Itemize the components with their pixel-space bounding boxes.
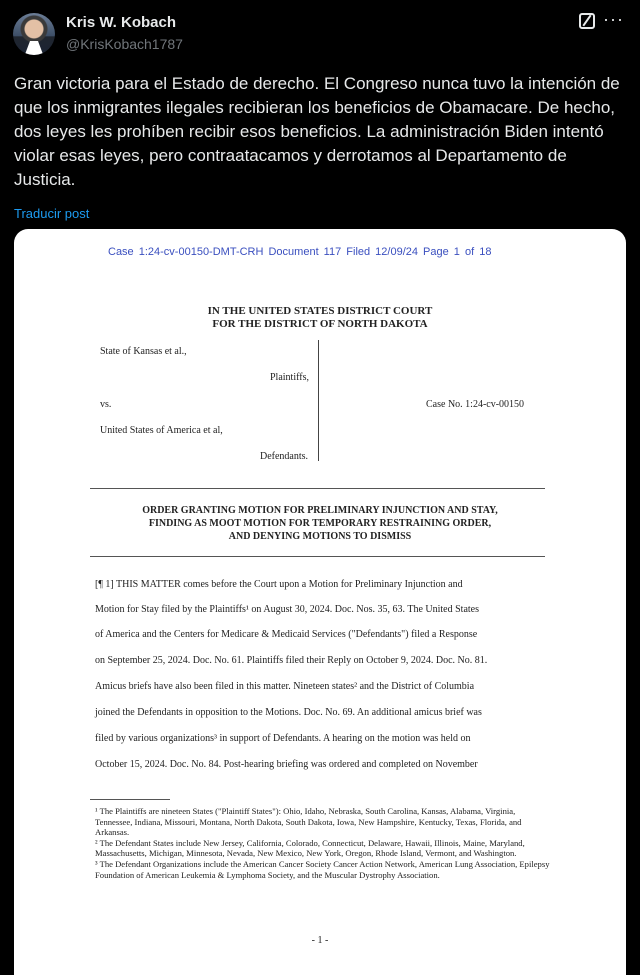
order-title-line: FINDING AS MOOT MOTION FOR TEMPORARY RESTRAINING ORDER, [148, 518, 492, 529]
footnote-3: ³ The Defendant Organizations include the American Cancer Society Cancer Action Network, American Lung Association, Epilepsy Foundation of American Leukemia & Lymphoma Society, and the Muscular Dystrophy Association. [95, 858, 550, 880]
court-name [14, 305, 626, 331]
body-line: Amicus briefs have also been filed in this matter. Nineteen states² and the District of Columbia [95, 681, 475, 692]
translate-post-link[interactable]: Traducir post [14, 206, 90, 221]
order-title-line: ORDER GRANTING MOTION FOR PRELIMINARY INJUNCTION AND STAY, [142, 505, 498, 516]
body-line: Motion for Stay filed by the Plaintiffs¹ on August 30, 2024. Doc. Nos. 35, 63. The United States [95, 604, 479, 615]
body-line: [¶ 1] THIS MATTER comes before the Court upon a Motion for Preliminary Injunction and [95, 579, 463, 590]
body-line: joined the Defendants in opposition to the Motions. Doc. No. 69. An additional amicus brief was [95, 707, 482, 718]
body-line: of America and the Centers for Medicare & Medicaid Services ("Defendants") filed a Response [95, 629, 478, 640]
grok-icon[interactable] [579, 13, 595, 29]
author-name[interactable]: Kris W. Kobach [66, 14, 177, 31]
court-line-1: IN THE UNITED STATES DISTRICT COURT [207, 305, 433, 317]
caption-plaintiff: State of Kansas et al., [100, 346, 187, 357]
footnote-1: ¹ The Plaintiffs are nineteen States ("Plaintiff States"): Ohio, Idaho, Nebraska, South Carolina, Kansas, Alabama, Virginia, Tennessee, Indiana, Missouri, Montana, North Dakota, South Dakota, Iowa, New Hampshire, Kentucky, Texas, Florida, and Arkansas. [95, 806, 522, 838]
body-line: on September 25, 2024. Doc. No. 61. Plaintiffs filed their Reply on October 9, 2024. Doc. No. 81. [95, 655, 488, 666]
caption-defendants-label: Defendants. [260, 451, 309, 462]
page-number: - 1 - [311, 935, 329, 946]
body-line: October 15, 2024. Doc. No. 84. Post-hearing briefing was ordered and completed on November [95, 759, 478, 770]
order-rule-top [90, 488, 545, 489]
avatar[interactable] [13, 13, 55, 55]
caption-vs: vs. [100, 399, 112, 410]
order-rule-bottom [90, 556, 545, 557]
court-line-2: FOR THE DISTRICT OF NORTH DAKOTA [212, 318, 428, 330]
order-title-line: AND DENYING MOTIONS TO DISMISS [228, 531, 412, 542]
document-filing-header: Case 1:24-cv-00150-DMT-CRH Document 117 Filed 12/09/24 Page 1 of 18 [108, 246, 492, 258]
caption-plaintiffs-label: Plaintiffs, [270, 372, 309, 383]
body-line: filed by various organizations³ in support of Defendants. A hearing on the motion was held on [95, 733, 471, 744]
attached-document-image[interactable] [14, 229, 626, 975]
author-handle[interactable]: @KrisKobach1787 [66, 36, 183, 52]
order-title [14, 504, 626, 543]
tweet-text: Gran victoria para el Estado de derecho. El Congreso nunca tuvo la intención de que los inmigrantes ilegales recibieran los beneficios de Obamacare. De hecho, dos leyes les prohíben recibir esos beneficios. La administración Biden intentó violar esas leyes, pero contraatacamos y derrotamos al Departamento de Justicia. [14, 74, 620, 189]
caption-defendant: United States of America et al, [100, 425, 223, 436]
footnote-rule [90, 799, 170, 800]
case-number: Case No. 1:24-cv-00150 [426, 399, 525, 410]
more-options-icon[interactable]: ··· [603, 9, 624, 29]
footnotes [95, 806, 550, 880]
caption-divider [318, 340, 319, 461]
footnote-2: ² The Defendant States include New Jersey, California, Colorado, Connecticut, Delaware, Hawaii, Illinois, Maine, Maryland, Massachusetts, Michigan, Minnesota, Nevada, New Mexico, New York, Oregon, Rhode Island, Vermont, and Washington. [95, 837, 525, 859]
